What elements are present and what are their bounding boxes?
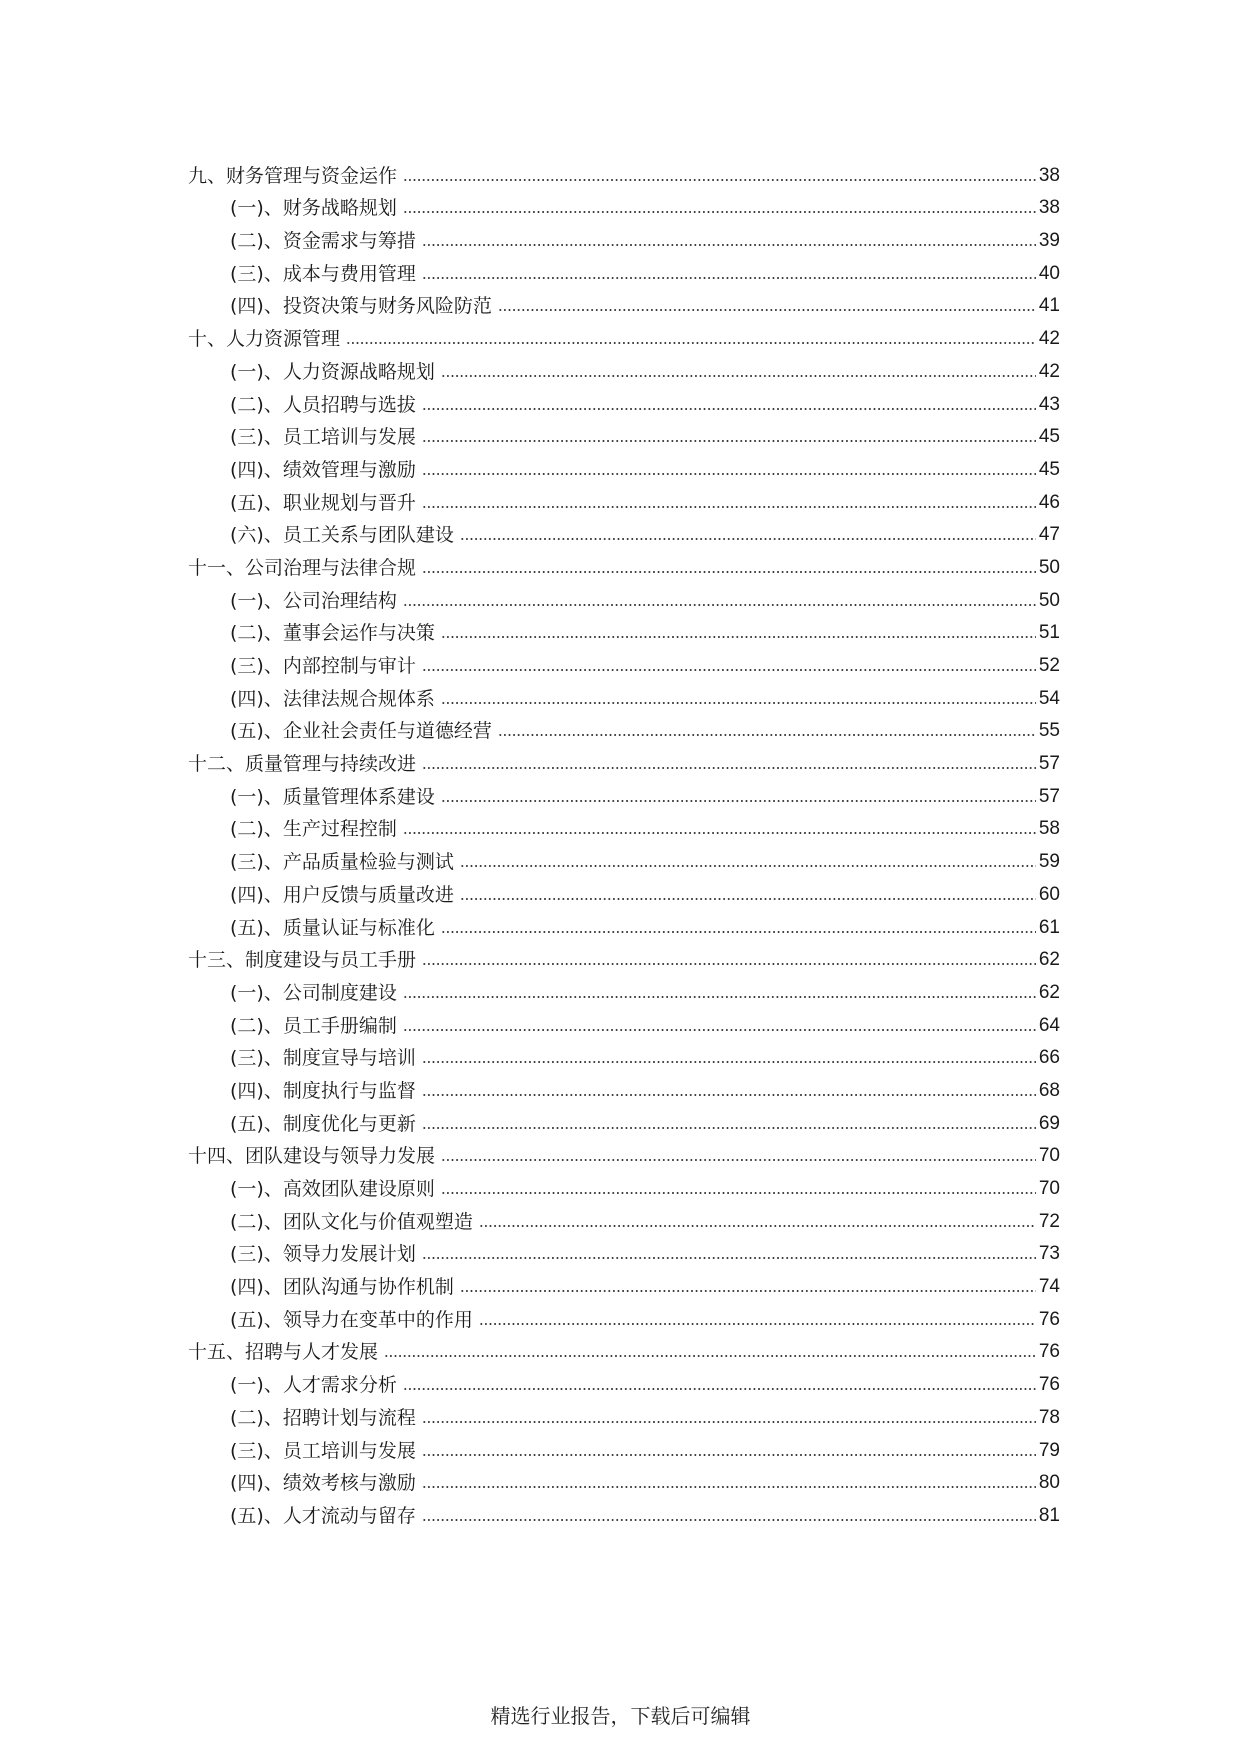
- toc-page-number: 80: [1038, 1472, 1060, 1494]
- page-footer: 精选行业报告，下载后可编辑: [490, 1704, 751, 1728]
- toc-page-number: 61: [1038, 916, 1060, 938]
- toc-section-entry[interactable]: [188, 253, 1060, 286]
- toc-page-number: 38: [1038, 164, 1060, 186]
- toc-entry-title: 十一、公司治理与法律合规: [188, 556, 417, 579]
- toc-chapter-entry[interactable]: [188, 155, 1060, 188]
- toc-section-entry[interactable]: [188, 188, 1060, 221]
- toc-dot-leader: [422, 1092, 1036, 1098]
- toc-dot-leader: [460, 863, 1036, 869]
- toc-page-number: 70: [1038, 1145, 1060, 1167]
- toc-dot-leader: [422, 1255, 1036, 1261]
- toc-page-number: 50: [1038, 589, 1060, 611]
- toc-entry-title: (四)、用户反馈与质量改进: [230, 883, 454, 906]
- toc-section-entry[interactable]: [188, 482, 1060, 515]
- toc-dot-leader: [403, 994, 1036, 1000]
- toc-dot-leader: [403, 1027, 1036, 1033]
- toc-dot-leader: [422, 275, 1036, 281]
- toc-page-number: 52: [1038, 655, 1060, 676]
- toc-section-entry[interactable]: [188, 645, 1060, 678]
- toc-section-entry[interactable]: [188, 1201, 1060, 1234]
- toc-dot-leader: [441, 798, 1036, 804]
- toc-entry-title: (五)、企业社会责任与道德经营: [230, 720, 492, 743]
- toc-dot-leader: [498, 307, 1036, 313]
- toc-section-entry[interactable]: [188, 515, 1060, 548]
- toc-section-entry[interactable]: [188, 1070, 1060, 1103]
- toc-dot-leader: [422, 1059, 1036, 1065]
- toc-page-number: 60: [1038, 883, 1060, 905]
- toc-entry-title: (四)、投资决策与财务风险防范: [230, 295, 492, 318]
- toc-page-number: 68: [1038, 1079, 1060, 1101]
- toc-entry-title: (二)、资金需求与筹措: [230, 230, 416, 253]
- toc-entry-title: (一)、公司治理结构: [230, 589, 397, 612]
- toc-page-number: 55: [1038, 720, 1060, 742]
- toc-dot-leader: [384, 1353, 1036, 1359]
- toc-section-entry[interactable]: [188, 580, 1060, 613]
- toc-section-entry[interactable]: [188, 1364, 1060, 1397]
- toc-dot-leader: [403, 602, 1036, 608]
- toc-section-entry[interactable]: [188, 384, 1060, 417]
- toc-section-entry[interactable]: [188, 1430, 1060, 1463]
- toc-section-entry[interactable]: [188, 1103, 1060, 1136]
- toc-dot-leader: [422, 667, 1036, 673]
- toc-entry-title: (一)、高效团队建设原则: [230, 1178, 435, 1200]
- toc-chapter-entry[interactable]: [188, 1136, 1060, 1169]
- toc-dot-leader: [441, 1190, 1036, 1196]
- toc-page-number: 62: [1038, 949, 1060, 971]
- toc-section-entry[interactable]: [188, 417, 1060, 450]
- toc-page-number: 78: [1038, 1406, 1060, 1428]
- toc-page-number: 81: [1038, 1504, 1060, 1526]
- toc-section-entry[interactable]: [188, 1168, 1060, 1201]
- toc-entry-title: 九、财务管理与资金运作: [188, 164, 398, 187]
- toc-dot-leader: [403, 830, 1036, 836]
- toc-dot-leader: [422, 961, 1036, 967]
- toc-section-entry[interactable]: [188, 776, 1060, 809]
- toc-dot-leader: [441, 929, 1036, 935]
- toc-page-number: 38: [1038, 197, 1060, 219]
- toc-section-entry[interactable]: [188, 874, 1060, 907]
- toc-dot-leader: [403, 209, 1036, 215]
- toc-entry-title: 十二、质量管理与持续改进: [188, 753, 417, 776]
- toc-entry-title: (六)、员工关系与团队建设: [230, 524, 454, 547]
- toc-entry-title: (五)、人才流动与留存: [230, 1504, 416, 1527]
- toc-section-entry[interactable]: [188, 907, 1060, 940]
- toc-dot-leader: [422, 1452, 1036, 1458]
- toc-entry-title: (四)、团队沟通与协作机制: [230, 1276, 454, 1299]
- toc-chapter-entry[interactable]: [188, 940, 1060, 973]
- toc-entry-title: (一)、人才需求分析: [230, 1374, 397, 1397]
- toc-page-number: 42: [1038, 360, 1060, 382]
- toc-entry-title: 十五、招聘与人才发展: [188, 1341, 379, 1364]
- toc-page-number: 74: [1038, 1276, 1060, 1298]
- toc-page-number: 47: [1038, 524, 1060, 546]
- toc-page-number: 62: [1038, 981, 1060, 1003]
- toc-section-entry[interactable]: [188, 351, 1060, 384]
- toc-entry-title: (三)、领导力发展计划: [230, 1243, 416, 1266]
- toc-dot-leader: [441, 1157, 1036, 1163]
- toc-page-number: 58: [1038, 818, 1060, 840]
- toc-section-entry[interactable]: [188, 220, 1060, 253]
- toc-page-number: 51: [1038, 622, 1060, 644]
- toc-section-entry[interactable]: [188, 1266, 1060, 1299]
- toc-page-number: 50: [1038, 556, 1060, 578]
- toc-dot-leader: [422, 438, 1036, 444]
- toc-section-entry[interactable]: [188, 449, 1060, 482]
- toc-dot-leader: [460, 536, 1036, 542]
- toc-dot-leader: [441, 634, 1036, 640]
- toc-entry-title: (五)、质量认证与标准化: [230, 916, 435, 939]
- toc-page-number: 57: [1038, 785, 1060, 807]
- toc-page-number: 76: [1038, 1374, 1060, 1396]
- toc-page-number: 54: [1038, 687, 1060, 709]
- toc-section-entry[interactable]: [188, 1038, 1060, 1071]
- toc-dot-leader: [422, 504, 1036, 510]
- toc-section-entry[interactable]: [188, 1495, 1060, 1528]
- toc-dot-leader: [460, 1288, 1036, 1294]
- toc-section-entry[interactable]: [188, 1234, 1060, 1267]
- toc-page-number: 45: [1038, 458, 1060, 480]
- toc-entry-title: 十三、制度建设与员工手册: [188, 949, 417, 972]
- toc-chapter-entry[interactable]: [188, 1332, 1060, 1365]
- toc-dot-leader: [422, 242, 1036, 248]
- toc-dot-leader: [422, 1125, 1036, 1131]
- toc-section-entry[interactable]: [188, 286, 1060, 319]
- toc-section-entry[interactable]: [188, 972, 1060, 1005]
- toc-entry-title: (一)、质量管理体系建设: [230, 785, 435, 808]
- toc-entry-title: (四)、法律法规合规体系: [230, 687, 435, 710]
- toc-page-number: 73: [1038, 1243, 1060, 1265]
- toc-entry-title: (三)、产品质量检验与测试: [230, 851, 454, 874]
- toc-section-entry[interactable]: [188, 841, 1060, 874]
- toc-page-number: 59: [1038, 851, 1060, 873]
- toc-entry-title: (二)、员工手册编制: [230, 1014, 397, 1037]
- toc-page-number: 42: [1038, 328, 1060, 350]
- toc-dot-leader: [422, 1517, 1036, 1523]
- toc-entry-title: (二)、生产过程控制: [230, 818, 397, 841]
- toc-entry-title: (一)、人力资源战略规划: [230, 360, 435, 383]
- toc-dot-leader: [403, 1386, 1036, 1392]
- toc-entry-title: (四)、制度执行与监督: [230, 1079, 416, 1102]
- toc-chapter-entry[interactable]: [188, 743, 1060, 776]
- toc-entry-title: (三)、制度宣导与培训: [230, 1047, 416, 1070]
- toc-dot-leader: [422, 471, 1036, 477]
- toc-section-entry[interactable]: [188, 1005, 1060, 1038]
- toc-page-number: 64: [1038, 1014, 1060, 1036]
- toc-entry-title: (五)、职业规划与晋升: [230, 491, 416, 514]
- toc-page-number: 76: [1038, 1341, 1060, 1363]
- toc-dot-leader: [422, 569, 1036, 575]
- toc-page-number: 70: [1038, 1178, 1060, 1199]
- toc-entry-title: 十、人力资源管理: [188, 328, 341, 351]
- toc-dot-leader: [346, 340, 1036, 346]
- toc-entry-title: (五)、制度优化与更新: [230, 1112, 416, 1135]
- toc-section-entry[interactable]: [188, 613, 1060, 646]
- toc-entry-title: (一)、财务战略规划: [230, 197, 397, 220]
- toc-dot-leader: [422, 1484, 1036, 1490]
- toc-entry-title: (三)、员工培训与发展: [230, 426, 416, 449]
- toc-section-entry[interactable]: [188, 678, 1060, 711]
- toc-page-number: 79: [1038, 1439, 1060, 1461]
- toc-section-entry[interactable]: [188, 809, 1060, 842]
- toc-page-number: 45: [1038, 426, 1060, 448]
- toc-section-entry[interactable]: [188, 1463, 1060, 1496]
- toc-page-number: 46: [1038, 491, 1060, 513]
- toc-dot-leader: [441, 700, 1036, 706]
- toc-chapter-entry[interactable]: [188, 318, 1060, 351]
- toc-page-number: 76: [1038, 1308, 1060, 1330]
- toc-entry-title: (二)、人员招聘与选拔: [230, 393, 416, 416]
- toc-section-entry[interactable]: [188, 1299, 1060, 1332]
- toc-entry-title: (四)、绩效管理与激励: [230, 458, 416, 481]
- toc-page-number: 43: [1038, 393, 1060, 415]
- toc-entry-title: (一)、公司制度建设: [230, 981, 397, 1004]
- toc-entry-title: (二)、招聘计划与流程: [230, 1406, 416, 1429]
- toc-page-number: 40: [1038, 262, 1060, 284]
- toc-entry-title: 十四、团队建设与领导力发展: [188, 1145, 436, 1168]
- toc-dot-leader: [422, 765, 1036, 771]
- toc-page-number: 39: [1038, 230, 1060, 252]
- toc-section-entry[interactable]: [188, 711, 1060, 744]
- toc-section-entry[interactable]: [188, 1397, 1060, 1430]
- toc-entry-title: (三)、内部控制与审计: [230, 655, 416, 677]
- toc-page-number: 66: [1038, 1047, 1060, 1069]
- toc-dot-leader: [422, 406, 1036, 412]
- toc-page-number: 69: [1038, 1112, 1060, 1134]
- toc-dot-leader: [403, 177, 1036, 183]
- toc-chapter-entry[interactable]: [188, 547, 1060, 580]
- toc-entry-title: (四)、绩效考核与激励: [230, 1472, 416, 1495]
- toc-entry-title: (三)、成本与费用管理: [230, 262, 416, 285]
- toc-dot-leader: [479, 1321, 1036, 1327]
- toc-entry-title: (二)、董事会运作与决策: [230, 622, 435, 645]
- toc-page-number: 57: [1038, 753, 1060, 775]
- toc-entry-title: (五)、领导力在变革中的作用: [230, 1308, 473, 1331]
- toc-page-number: 41: [1038, 295, 1060, 317]
- toc-page-number: 72: [1038, 1210, 1060, 1232]
- table-of-contents: [188, 155, 1060, 1528]
- toc-entry-title: (三)、员工培训与发展: [230, 1439, 416, 1462]
- toc-dot-leader: [441, 373, 1036, 379]
- toc-dot-leader: [479, 1223, 1036, 1229]
- toc-dot-leader: [460, 896, 1036, 902]
- toc-entry-title: (二)、团队文化与价值观塑造: [230, 1210, 473, 1233]
- toc-dot-leader: [498, 732, 1036, 738]
- toc-dot-leader: [422, 1419, 1036, 1425]
